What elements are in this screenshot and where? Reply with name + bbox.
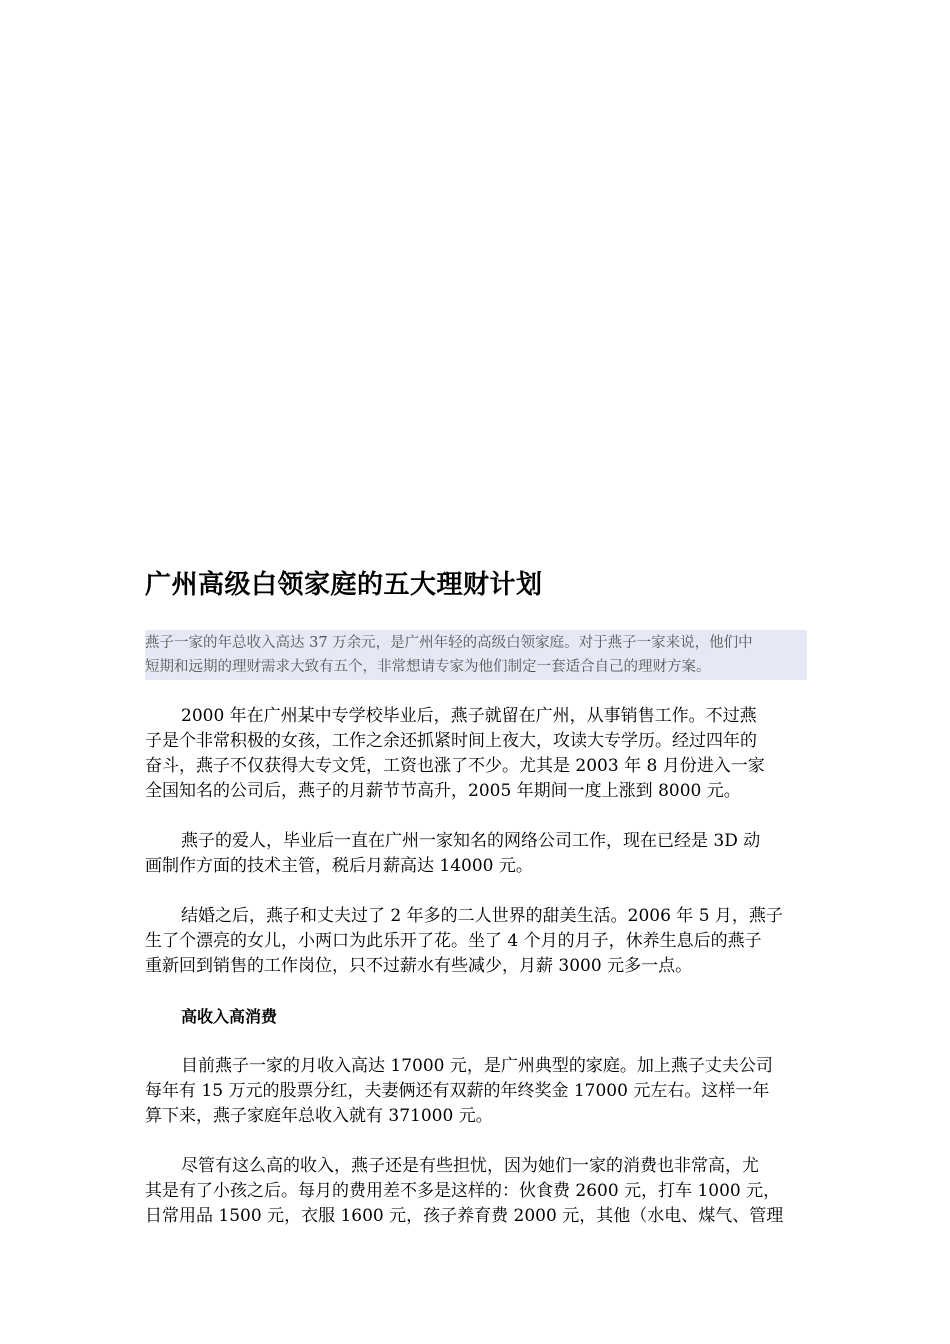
paragraph-line: 奋斗，燕子不仅获得大专文凭，工资也涨了不少。尤其是 2003 年 8 月份进入一家	[145, 756, 765, 776]
paragraph-line: 日常用品 1500 元，衣服 1600 元，孩子养育费 2000 元，其他（水电、煤气、管理	[145, 1206, 784, 1226]
paragraph-line: 重新回到销售的工作岗位，只不过薪水有些减少，月薪 3000 元多一点。	[145, 956, 693, 976]
paragraph-line: 生了个漂亮的女儿，小两口为此乐开了花。坐了 4 个月的月子，休养生息后的燕子	[145, 931, 762, 951]
paragraph-line: 画制作方面的技术主管，税后月薪高达 14000 元。	[145, 856, 533, 876]
paragraph-line: 算下来，燕子家庭年总收入就有 371000 元。	[145, 1106, 493, 1126]
section-heading: 高收入高消费	[181, 1007, 278, 1026]
paragraph-line: 其是有了小孩之后。每月的费用差不多是这样的：伙食费 2600 元，打车 1000 元，	[145, 1181, 781, 1201]
paragraph-line: 燕子的爱人，毕业后一直在广州一家知名的网络公司工作，现在已经是 3D 动	[181, 831, 761, 851]
paragraph-line: 目前燕子一家的月收入高达 17000 元，是广州典型的家庭。加上燕子丈夫公司	[181, 1056, 773, 1076]
paragraph-line: 子是个非常积极的女孩，工作之余还抓紧时间上夜大，攻读大专学历。经过四年的	[145, 731, 757, 751]
paragraph-husband	[145, 829, 807, 879]
paragraph-career	[145, 704, 807, 804]
paragraph-line: 结婚之后，燕子和丈夫过了 2 年多的二人世界的甜美生活。2006 年 5 月，燕子	[181, 906, 783, 926]
paragraph-expenses	[145, 1154, 807, 1229]
article-title: 广州高级白领家庭的五大理财计划	[145, 570, 543, 600]
summary-line: 短期和远期的理财需求大致有五个，非常想请专家为他们制定一套适合自己的理财方案。	[145, 659, 711, 675]
article-summary	[145, 630, 807, 680]
paragraph-income	[145, 1054, 807, 1129]
document-page	[145, 0, 807, 1344]
paragraph-line: 尽管有这么高的收入，燕子还是有些担忧，因为她们一家的消费也非常高，尤	[181, 1156, 759, 1176]
summary-line: 燕子一家的年总收入高达 37 万余元，是广州年轻的高级白领家庭。对于燕子一家来说，他们中	[145, 635, 753, 651]
paragraph-line: 2000 年在广州某中专学校毕业后，燕子就留在广州，从事销售工作。不过燕	[181, 706, 757, 726]
article-body	[145, 704, 807, 1254]
paragraph-marriage	[145, 904, 807, 979]
paragraph-line: 全国知名的公司后，燕子的月薪节节高升，2005 年期间一度上涨到 8000 元。	[145, 781, 741, 801]
paragraph-line: 每年有 15 万元的股票分红，夫妻俩还有双薪的年终奖金 17000 元左右。这样一年	[145, 1081, 770, 1101]
